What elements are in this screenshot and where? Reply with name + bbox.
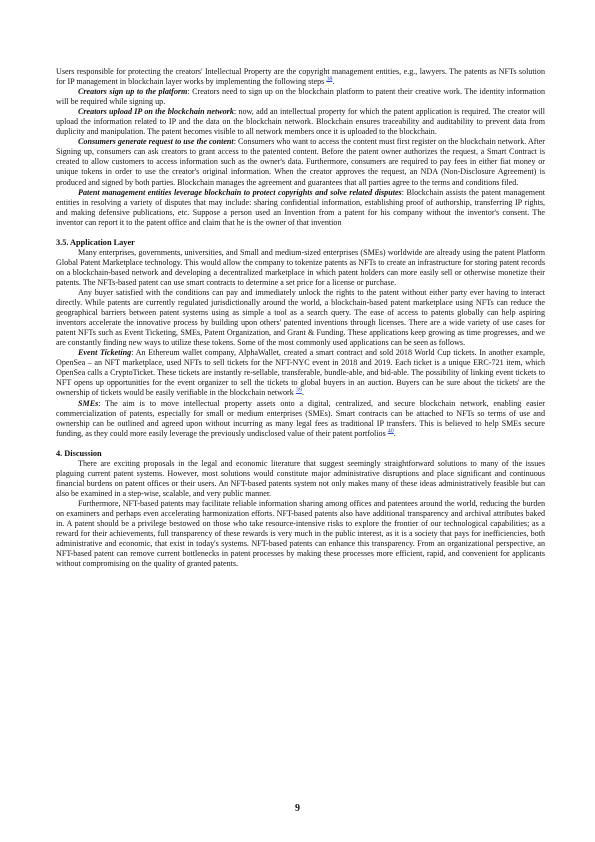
step-title: Patent management entities leverage blockchain to protect copyrights and solve related disputes (78, 187, 402, 197)
page-number: 9 (295, 803, 300, 814)
step-title: Creators sign up to the platform (78, 87, 188, 97)
section-heading-application-layer: 3.5. Application Layer (56, 237, 135, 247)
term-smes: SMEs (78, 398, 99, 408)
step-patent-management: Patent management entities leverage blockchain to protect copyrights and solve related disputes: Blockchain assists the patent management entities in resolving a variety of disputes that may include: sharing confidential information, establishing proof of authorship, transferring IP rights, and making defensive publications, etc. Suppose a person used an Invention from a patent for his company without the inventor's consent. The inventor can report it to the patent office and claim that he is the owner of that invention (56, 187, 545, 227)
step-title: Consumers generate request to use the content (78, 137, 234, 147)
step-sign-up: Creators sign up to the platform: Creators need to sign up on the blockchain platform to patent their creative work. The identity information will be required while signing up. (56, 87, 545, 107)
smes-paragraph: SMEs: The aim is to move intellectual property assets onto a digital, centralized, and secure blockchain network, enabling easier commercialization of patents, especially for small or medium enterprises (SMEs). Smart contracts can be attached to NFTs so terms of use and ownership can be outlined and agreed upon without incurring as many legal fees as traditional IP transfers. This is believed to help SMEs secure funding, as they could more easily leverage the previously undisclosed value of their patent portfolios $^{40}$. (56, 398, 545, 438)
section-heading-discussion: 4. Discussion (56, 448, 102, 458)
body-paragraph: Furthermore, NFT-based patents may facilitate reliable information sharing among offices and patentees around the world, reducing the burden on examiners and perhaps even accelerating harmonization efforts. NFT-based patents also have additional transparency and archival attributes baked in. A patent should be a privilege bestowed on those who take resource-intensive risks to explore the frontier of our technological capabilities; as a reward for their achievements, full transparency of these rewards is very much in the public interest, as it is a society that pays for inefficiencies, both administrative and economic, that exist in today's systems. NFT-based patents can enhance this transparency. From an organizational perspective, an NFT-based patent can remove current bottlenecks in patent processes by making these processes more efficient, rapid, and convenient for applicants without compromising on the quality of granted patents. (56, 498, 545, 569)
step-upload-ip: Creators upload IP on the blockchain network: now, add an intellectual property for which the patent application is required. The creator will upload the information related to IP and the data on the blockchain network. Blockchain ensures traceability and auditability to prevent data from duplicity and manipulation. The patent becomes visible to all network members once it is uploaded to the blockchain. (56, 107, 545, 137)
intro-paragraph: Users responsible for protecting the creators' Intellectual Property are the copyright management entities, e.g., lawyers. The patents as NFTs solution for IP management in blockchain layer works by implementing the following steps $^{38}$. (56, 67, 545, 87)
spacer (56, 228, 545, 238)
page-body (56, 67, 545, 569)
citation-link-39[interactable]: 39 (295, 387, 302, 394)
event-ticketing-paragraph: Event Ticketing: An Ethereum wallet company, AlphaWallet, created a smart contract and sold 2018 World Cup tickets. In another example, OpenSea – an NFT marketplace, used NFTs to sell tickets for the NFT-NYC event in 2018 and 2019. Each ticket is a unique ERC-721 item, which OpenSea calls a CryptoTicket. These tickets are instantly re-sellable, transferable, bundle-able, and bid-able. The possibility of linking event tickets to NFT opens up opportunities for the event organizer to sell the tickets to global buyers in an auction. Buyers can be sure about the tickets' are the ownership of tickets would be easily verifiable in the blockchain network $^{39}$. (56, 348, 546, 398)
body-paragraph: Many enterprises, governments, universities, and Small and medium-sized enterprises (SMEs) worldwide are already using the patent Platform Global Patent Marketplace technology. This would allow the company to tokenize patents as NFTs to create an infrastructure for storing patent records on a blockchain-based network and developing a decentralized marketplace in which patent holders can more easily sell or otherwise monetize their patents. The NFTs-based patent can use smart contracts to determine a set price for a license or purchase. (56, 247, 545, 287)
body-paragraph: Any buyer satisfied with the conditions can pay and immediately unlock the rights to the patent without either party ever having to interact directly. While patents are currently regulated jurisdictionally around the world, a blockchain-based patent marketplace using NFTs can reduce the geographical barriers between patent systems using as simple a tool as a search query. The ease of access to patents globally can help aspiring inventors accelerate the innovative process by building upon others' patented inventions through licenses. There are a wide variety of use cases for patent NFTs such as Event Ticketing, SMEs, Patent Organization, and Grant & Funding. These applications keep growing as time progresses, and we are constantly finding new ways to utilize these tokens. Some of the most commonly used applications can be seen as follows. (56, 287, 545, 348)
spacer (56, 439, 545, 449)
term-event-ticketing: Event Ticketing (78, 348, 132, 358)
step-consumer-request: Consumers generate request to use the content: Consumers who want to access the content must first register on the blockchain network. After Signing up, consumers can ask creators to grant access to the patented content. Before the patent owner authorizes the request, a Smart Contract is created to allow customers to access information such as the owner's data. Furthermore, consumers are required to pay fees in either fiat money or unique tokens in order to use the creator's original information. When the creator approves the request, an NDA (Non-Disclosure Agreement) is produced and signed by both parties. Blockchain manages the agreement and guarantees that all parties agree to the terms and conditions filed. (56, 137, 545, 187)
citation-link-38[interactable]: 38 (326, 76, 333, 83)
citation-link-40[interactable]: 40 (387, 427, 394, 434)
body-paragraph: There are exciting proposals in the legal and economic literature that suggest seemingly straightforward solutions to many of the issues plaguing current patent systems. However, most solutions would constitute major administrative disruptions and place significant and continuous financial burdens on patent offices or their users. An NFT-based patents system not only makes many of these ideas administratively feasible but can also be examined in a step-wise, scalable, and very public manner. (56, 458, 545, 498)
step-title: Creators upload IP on the blockchain network (78, 107, 234, 117)
